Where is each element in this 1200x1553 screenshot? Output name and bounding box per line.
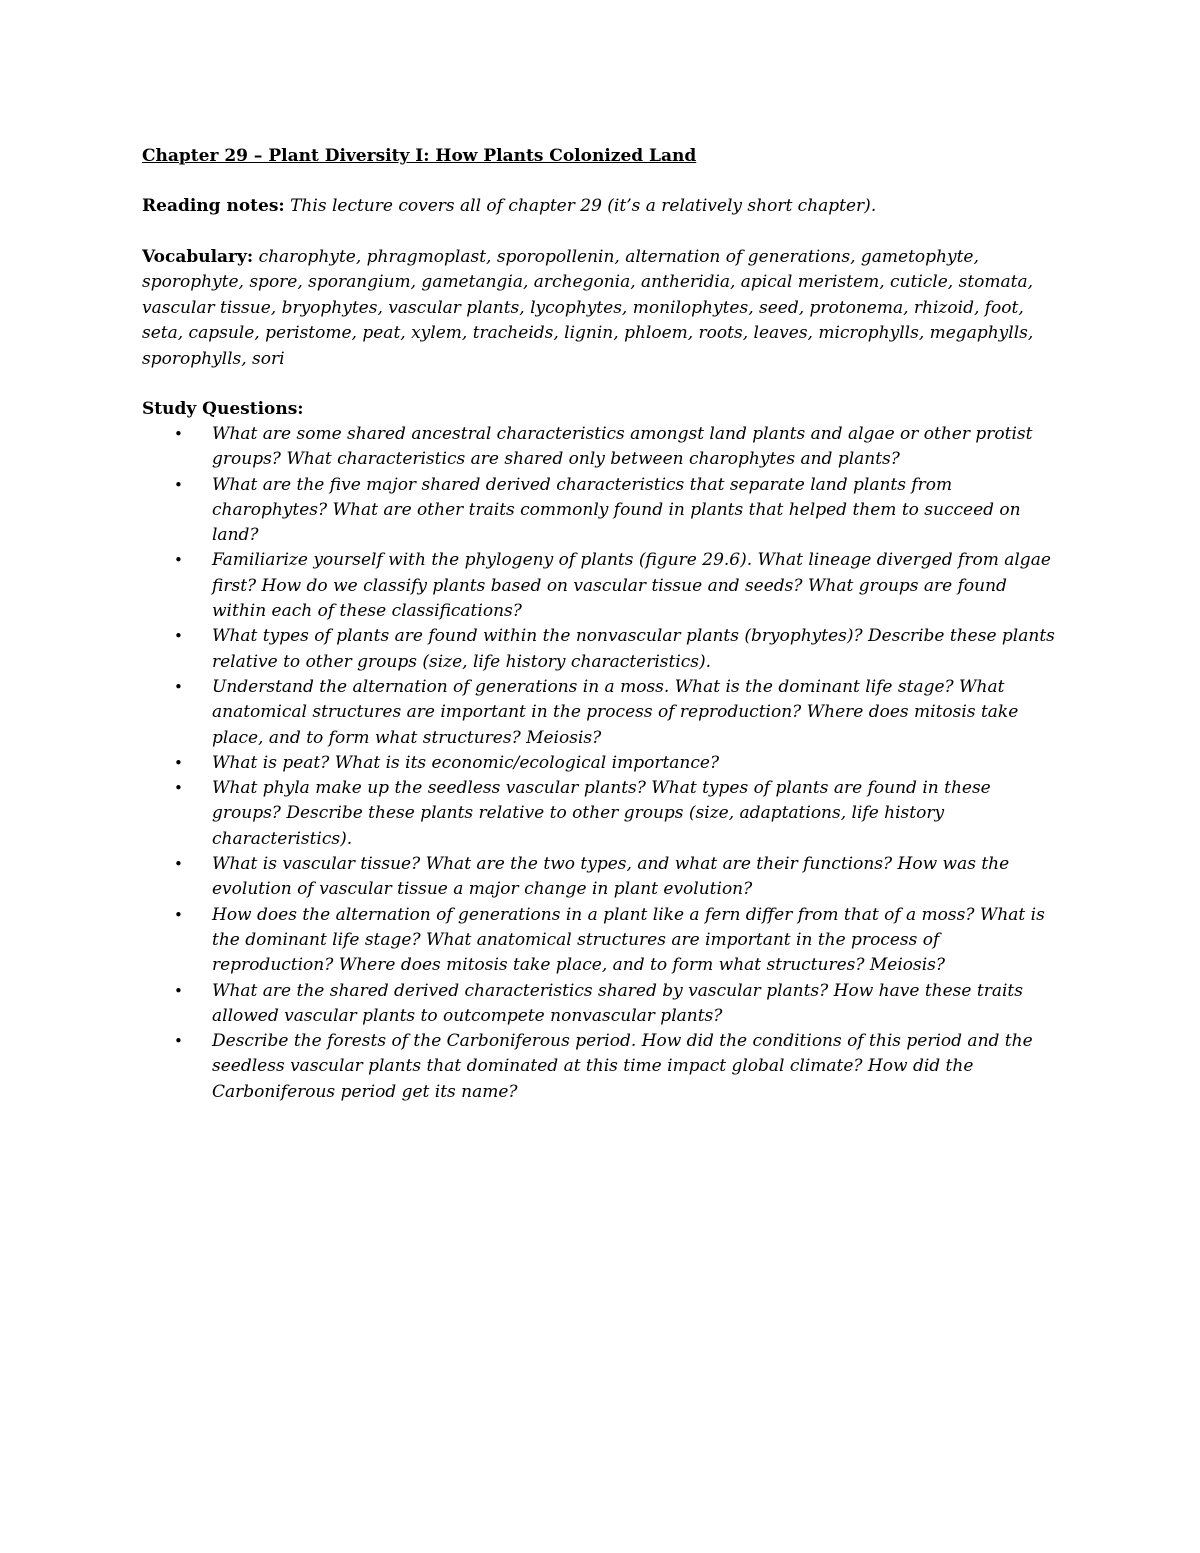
bullet-icon: • [174, 753, 183, 772]
study-question-item [142, 903, 1062, 979]
reading-notes-text: This lecture covers all of chapter 29 (it’s a relatively short chapter). [290, 196, 877, 216]
study-question-item [142, 979, 1062, 1030]
document-title: Chapter 29 – Plant Diversity I: How Plants Colonized Land [142, 146, 697, 166]
bullet-icon: • [174, 981, 183, 1000]
study-question-text: Familiarize yourself with the phylogeny of plants (figure 29.6). What lineage diverged from algae first? How do we classify plants based on vascular tissue and seeds? What groups are found within each of these classifications? [212, 550, 1051, 622]
study-question-text: What phyla make up the seedless vascular plants? What types of plants are found in these groups? Describe these plants relative to other groups (size, adaptations, life history characteristics). [212, 778, 991, 849]
document-page [142, 144, 1062, 1105]
study-question-text: What are the five major shared derived characteristics that separate land plants from charophytes? What are other traits commonly found in plants that helped them to succeed on land? [212, 474, 1021, 546]
bullet-icon: • [174, 627, 183, 646]
study-question-text: What are the shared derived characteristics shared by vascular plants? How have these traits allowed vascular plants to outcompete nonvascular plants? [212, 980, 1023, 1026]
vocabulary-label: Vocabulary: [142, 246, 254, 267]
study-question-item [142, 776, 1062, 852]
study-question-item [142, 473, 1062, 549]
study-question-item [142, 751, 1062, 776]
study-question-item [142, 422, 1062, 473]
study-question-text: What are some shared ancestral characteristics amongst land plants and algae or other protist groups? What characteristics are shared only between charophytes and plants? [212, 424, 1033, 470]
study-questions-heading: Study Questions: [142, 399, 304, 419]
study-question-item [142, 548, 1062, 624]
bullet-icon: • [174, 855, 183, 874]
bullet-icon: • [174, 677, 183, 696]
study-question-text: Understand the alternation of generations in a moss. What is the dominant life stage? What anatomical structures are important in the process of reproduction? Where does mitosis take place, and to form what structures? Meiosis? [212, 676, 1019, 748]
bullet-icon: • [174, 1032, 183, 1051]
bullet-icon: • [174, 779, 183, 798]
reading-notes-label: Reading notes: [142, 196, 285, 216]
study-question-item [142, 624, 1062, 675]
study-question-text: What types of plants are found within the nonvascular plants (bryophytes)? Describe these plants relative to other groups (size, life history characteristics). [212, 626, 1055, 672]
study-questions-list [142, 422, 1062, 1105]
bullet-icon: • [174, 551, 183, 570]
vocabulary-paragraph [142, 245, 1062, 373]
study-question-text: What is peat? What is its economic/ecological importance? [212, 752, 720, 773]
study-question-text: What is vascular tissue? What are the two types, and what are their functions? How was the evolution of vascular tissue a major change in plant evolution? [212, 854, 1010, 900]
study-question-item [142, 852, 1062, 903]
study-question-text: How does the alternation of generations in a plant like a fern differ from that of a moss? What is the dominant life stage? What anatomical structures are important in the process of reproduction? Where does mitosis take place, and to form what structures? Meiosis? [212, 904, 1045, 976]
study-question-item [142, 1029, 1062, 1105]
study-question-item [142, 675, 1062, 751]
bullet-icon: • [174, 475, 183, 494]
bullet-icon: • [174, 425, 183, 443]
vocabulary-text: charophyte, phragmoplast, sporopollenin, alternation of generations, gametophyte, sporophyte, spore, sporangium, gametangia, archegonia, antheridia, apical meristem, cuticle, stomata, vascular tissue, bryophytes, vascular plants, lycophytes, monilophytes, seed, protonema, rhizoid, foot, seta, capsule, peristome, peat, xylem, tracheids, lignin, phloem, roots, leaves, microphylls, megaphylls, sporophylls, sori [142, 246, 1034, 369]
bullet-icon: • [174, 905, 183, 924]
reading-notes-paragraph [142, 194, 1062, 220]
study-question-text: Describe the forests of the Carboniferous period. How did the conditions of this period and the seedless vascular plants that dominated at this time impact global climate? How did the Carboniferous period get its name? [212, 1031, 1033, 1102]
